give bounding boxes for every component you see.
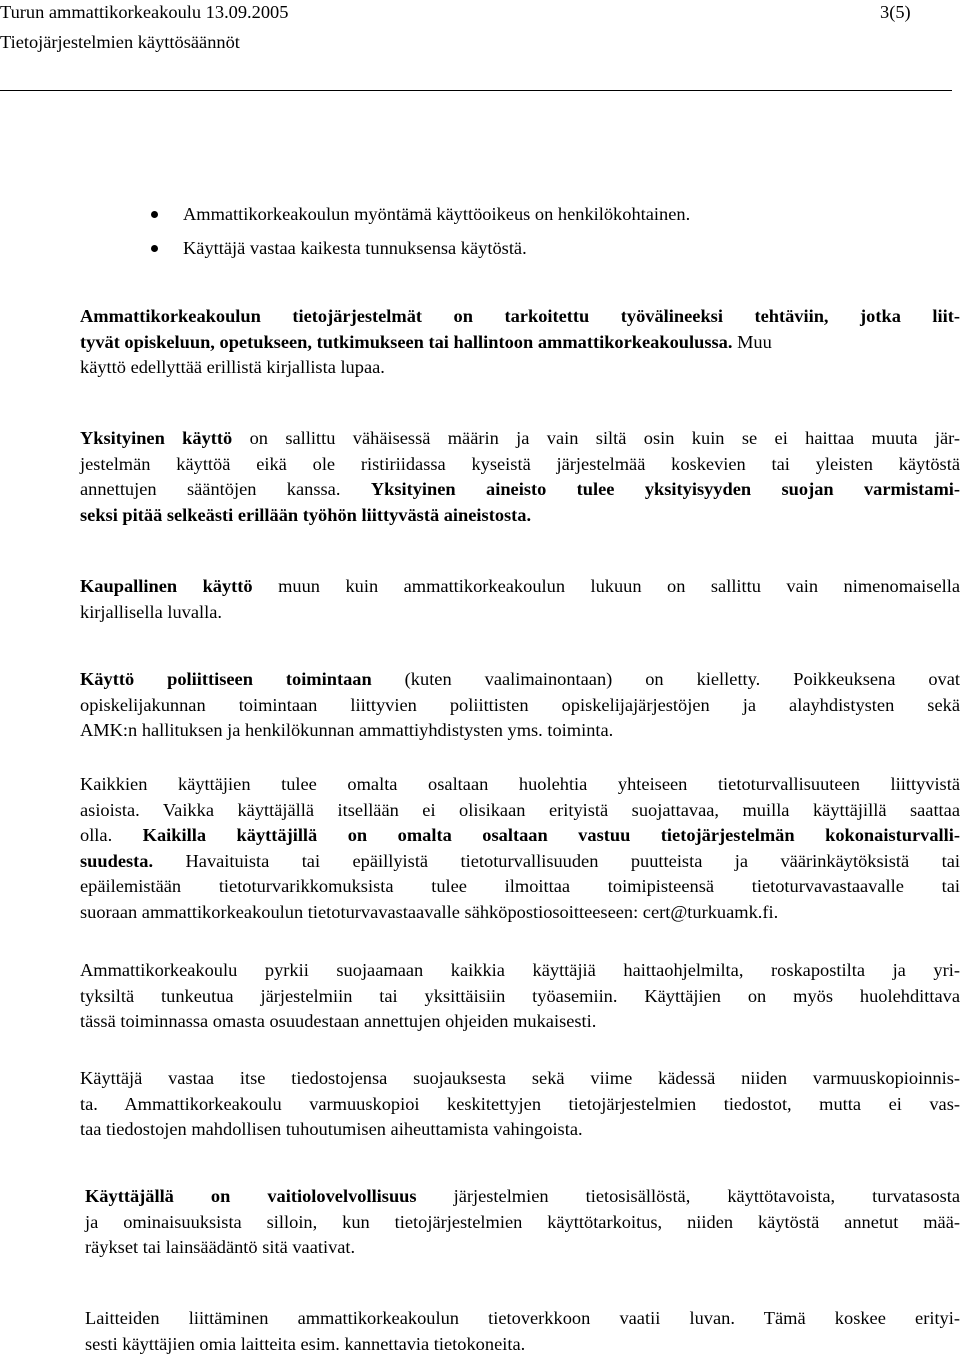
paragraph-security-responsibility <box>80 772 960 925</box>
bullet-icon <box>151 245 158 252</box>
text-line: Ammattikorkeakoulun tietojärjestelmät on tarkoitettu työvälineeksi tehtäviin, jotka liit- <box>80 306 960 326</box>
text-line: seksi pitää selkeästi erillään työhön liittyvästä aineistosta. <box>80 504 532 525</box>
paragraph-backups <box>80 1066 960 1143</box>
text-line: Muu <box>732 331 772 352</box>
paragraph-commercial-use <box>80 574 960 625</box>
paragraph-purpose <box>80 304 960 381</box>
text-line: Yksityinen käyttö <box>80 428 233 448</box>
list-item <box>139 202 690 236</box>
text-line: Ammattikorkeakoulu pyrkii suojaamaan kaikkia käyttäjiä haittaohjelmilta, roskapostilta ja yri- <box>80 960 960 980</box>
bullet-list <box>139 202 690 270</box>
text-line: annettujen sääntöjen kanssa. <box>80 479 371 499</box>
text-line: Kaikkien käyttäjien tulee omalta osaltaan huolehtia yhteiseen tietoturvallisuuteen liittyvistä <box>80 774 960 794</box>
text-line: tyvät opiskeluun, opetukseen, tutkimukseen tai hallintoon ammattikorkeakoulussa. <box>80 331 733 352</box>
header-divider <box>0 90 952 91</box>
text-line: ja ominaisuuksista silloin, kun tietojärjestelmien käyttötarkoitus, niiden käytöstä annetut mää- <box>85 1211 960 1232</box>
list-item <box>139 236 690 270</box>
text-line: jestelmän käyttöä eikä ole ristiriidassa kyseistä järjestelmää koskevien tai yleisten käytöstä <box>80 453 960 474</box>
paragraph-political-use <box>80 667 960 744</box>
text-line: Kaikilla käyttäjillä on omalta osaltaan vastuu tietojärjestelmän kokonaisturvalli- <box>142 825 960 845</box>
text-line: tyksiltä tunkeutua järjestelmiin tai yksittäisiin työasemiin. Käyttäjien on myös huolehdittava <box>80 985 960 1006</box>
list-item-text: Ammattikorkeakoulun myöntämä käyttöoikeus on henkilökohtainen. <box>183 204 691 224</box>
text-line: on sallittu vähäisessä määrin ja vain siltä osin kuin se ei haittaa muuta jär- <box>232 428 960 448</box>
text-line: taa tiedostojen mahdollisen tuhoutumisen aiheuttamista vahingoista. <box>80 1119 583 1139</box>
text-line: (kuten vaalimainontaan) on kielletty. Poikkeuksena ovat <box>371 669 960 689</box>
text-line: Käyttäjällä on vaitiolovelvollisuus <box>85 1186 417 1206</box>
text-line: käyttö edellyttää erillistä kirjallista lupaa. <box>80 357 385 377</box>
text-line: Käyttö poliittiseen toimintaan <box>80 669 372 689</box>
header-school-date: Turun ammattikorkeakoulu 13.09.2005 <box>0 2 289 22</box>
paragraph-confidentiality <box>85 1184 960 1261</box>
text-line: räykset tai lainsäädäntö sitä vaativat. <box>85 1237 356 1257</box>
list-item-text: Käyttäjä vastaa kaikesta tunnuksensa käytöstä. <box>183 238 527 258</box>
text-line: Laitteiden liittäminen ammattikorkeakoulun tietoverkkoon vaatii luvan. Tämä koskee erityi- <box>85 1308 960 1328</box>
text-line: Yksityinen aineisto tulee yksityisyyden suojan varmistami- <box>370 479 960 499</box>
text-line: Käyttäjä vastaa itse tiedostojensa suojauksesta sekä viime kädessä niiden varmuuskopioinnis- <box>80 1068 960 1088</box>
text-line: järjestelmien tietosisällöstä, käyttötavoista, turvatasosta <box>416 1186 960 1206</box>
text-line: tässä toiminnassa omasta osuudestaan annettujen ohjeiden mukaisesti. <box>80 1011 597 1031</box>
text-line: Kaupallinen käyttö <box>80 576 253 596</box>
paragraph-device-connection <box>85 1306 960 1357</box>
text-line: AMK:n hallituksen ja henkilökunnan ammattiyhdistysten yms. toiminta. <box>80 720 614 740</box>
text-line: suoraan ammattikorkeakoulun tietoturvavastaavalle sähköpostiosoitteeseen: cert@turkuamk.fi. <box>80 901 779 922</box>
text-line: ta. Ammattikorkeakoulu varmuuskopioi keskitettyjen tietojärjestelmien tiedostot, mutta ei vas- <box>80 1093 960 1114</box>
page-number: 3(5) <box>880 2 911 22</box>
text-line: asioista. Vaikka käyttäjällä itsellään ei olisikaan erityistä suojattavaa, muilla käyttäjillä saattaa <box>80 799 960 820</box>
text-line: olla. <box>80 825 143 845</box>
document-title: Tietojärjestelmien käyttösäännöt <box>0 32 240 52</box>
text-line: kirjallisella luvalla. <box>80 601 222 622</box>
text-line: opiskelijakunnan toimintaan liittyvien poliittisten opiskelijajärjestöjen ja alayhdistysten sekä <box>80 694 960 715</box>
text-line: epäilemistään tietoturvarikkomuksista tulee ilmoittaa toimipisteensä tietoturvavastaavalle tai <box>80 876 960 896</box>
text-line: sesti käyttäjien omia laitteita esim. kannettavia tietokoneita. <box>85 1333 526 1354</box>
text-line: Havaituista tai epäillyistä tietoturvallisuuden puutteista ja väärinkäytöksistä tai <box>153 850 960 871</box>
bullet-icon <box>151 211 158 218</box>
text-line: muun kuin ammattikorkeakoulun lukuun on sallittu vain nimenomaisella <box>252 576 960 596</box>
paragraph-malware-protection <box>80 958 960 1035</box>
text-line: suudesta. <box>80 850 154 871</box>
paragraph-private-use <box>80 426 960 528</box>
